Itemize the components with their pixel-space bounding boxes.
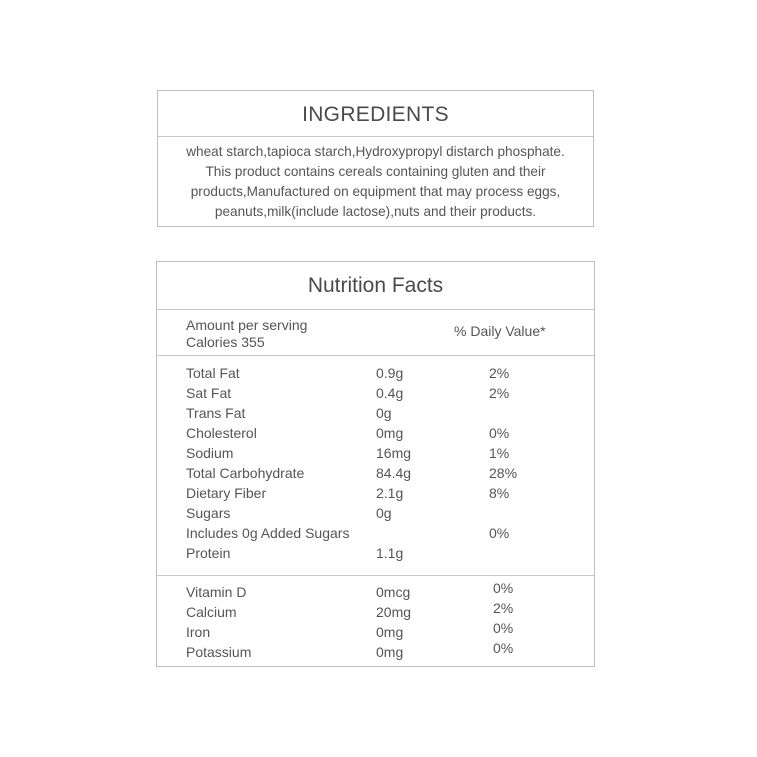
nutrient-amount: 0mg [376, 425, 404, 441]
vitamin-row [157, 640, 594, 664]
ingredients-line: peanuts,milk(include lactose),nuts and their products. [214, 204, 537, 219]
serving-info [157, 310, 594, 356]
nutrient-amount: 0.4g [376, 385, 404, 401]
vitamin-amount: 20mg [376, 604, 412, 620]
vitamin-name: Iron [186, 624, 211, 640]
nutrient-amount: 0g [376, 405, 392, 421]
nutrient-name: Dietary Fiber [186, 485, 267, 501]
nutrition-title: Nutrition Facts [157, 262, 594, 310]
nutrient-name: Total Carbohydrate [186, 465, 305, 481]
vitamin-daily-value: 0% [493, 640, 514, 656]
vitamin-amount: 0mcg [376, 584, 411, 600]
nutrient-row [157, 365, 594, 385]
vitamin-daily-value: 0% [493, 580, 514, 596]
vitamin-name: Potassium [186, 644, 252, 660]
nutrient-name: Total Fat [186, 365, 240, 381]
vitamin-daily-value: 0% [493, 620, 514, 636]
vitamin-row [157, 600, 594, 624]
nutrient-row [157, 405, 594, 425]
nutrient-daily-value: 2% [489, 365, 510, 381]
nutrient-amount: 2.1g [376, 485, 404, 501]
daily-value-header: % Daily Value* [454, 323, 546, 339]
vitamin-name: Calcium [186, 604, 237, 620]
vitamin-amount: 0mg [376, 624, 404, 640]
nutrient-row [157, 525, 594, 545]
nutrient-row [157, 465, 594, 485]
nutrient-name: Sat Fat [186, 385, 232, 401]
amount-per-serving-label: Amount per serving [186, 317, 308, 333]
nutrient-row [157, 485, 594, 505]
ingredients-title: INGREDIENTS [158, 91, 593, 137]
nutrient-name: Sugars [186, 505, 231, 521]
calories-label: Calories 355 [186, 334, 265, 350]
vitamin-name: Vitamin D [186, 584, 247, 600]
nutrient-name: Cholesterol [186, 425, 257, 441]
nutrient-daily-value: 0% [489, 425, 510, 441]
vitamin-daily-value: 2% [493, 600, 514, 616]
nutrient-amount: 16mg [376, 445, 412, 461]
ingredients-panel [157, 90, 594, 227]
nutrient-name: Includes 0g Added Sugars [186, 525, 350, 541]
nutrient-daily-value: 0% [489, 525, 510, 541]
nutrient-amount: 84.4g [376, 465, 412, 481]
nutrient-daily-value: 8% [489, 485, 510, 501]
vitamins-table [157, 576, 594, 666]
nutrient-amount: 0g [376, 505, 392, 521]
nutrient-amount: 0.9g [376, 365, 404, 381]
nutrient-row [157, 545, 594, 565]
nutrient-row [157, 445, 594, 465]
vitamin-row [157, 620, 594, 644]
nutrient-name: Sodium [186, 445, 234, 461]
nutrient-row [157, 505, 594, 525]
nutrient-row [157, 385, 594, 405]
nutrient-daily-value: 1% [489, 445, 510, 461]
nutrient-daily-value: 28% [489, 465, 518, 481]
ingredients-line: products,Manufactured on equipment that may process eggs, [190, 184, 561, 199]
ingredients-line: This product contains cereals containing gluten and their [205, 164, 546, 179]
nutrient-name: Trans Fat [186, 405, 246, 421]
nutrient-row [157, 425, 594, 445]
nutrient-daily-value: 2% [489, 385, 510, 401]
ingredients-line: wheat starch,tapioca starch,Hydroxypropyl distarch phosphate. [186, 144, 565, 159]
vitamin-row [157, 580, 594, 604]
nutrient-amount: 1.1g [376, 545, 404, 561]
vitamin-amount: 0mg [376, 644, 404, 660]
nutrient-name: Protein [186, 545, 231, 561]
nutrients-table [157, 356, 594, 576]
ingredients-text [158, 137, 593, 222]
nutrition-facts-panel [156, 261, 595, 667]
